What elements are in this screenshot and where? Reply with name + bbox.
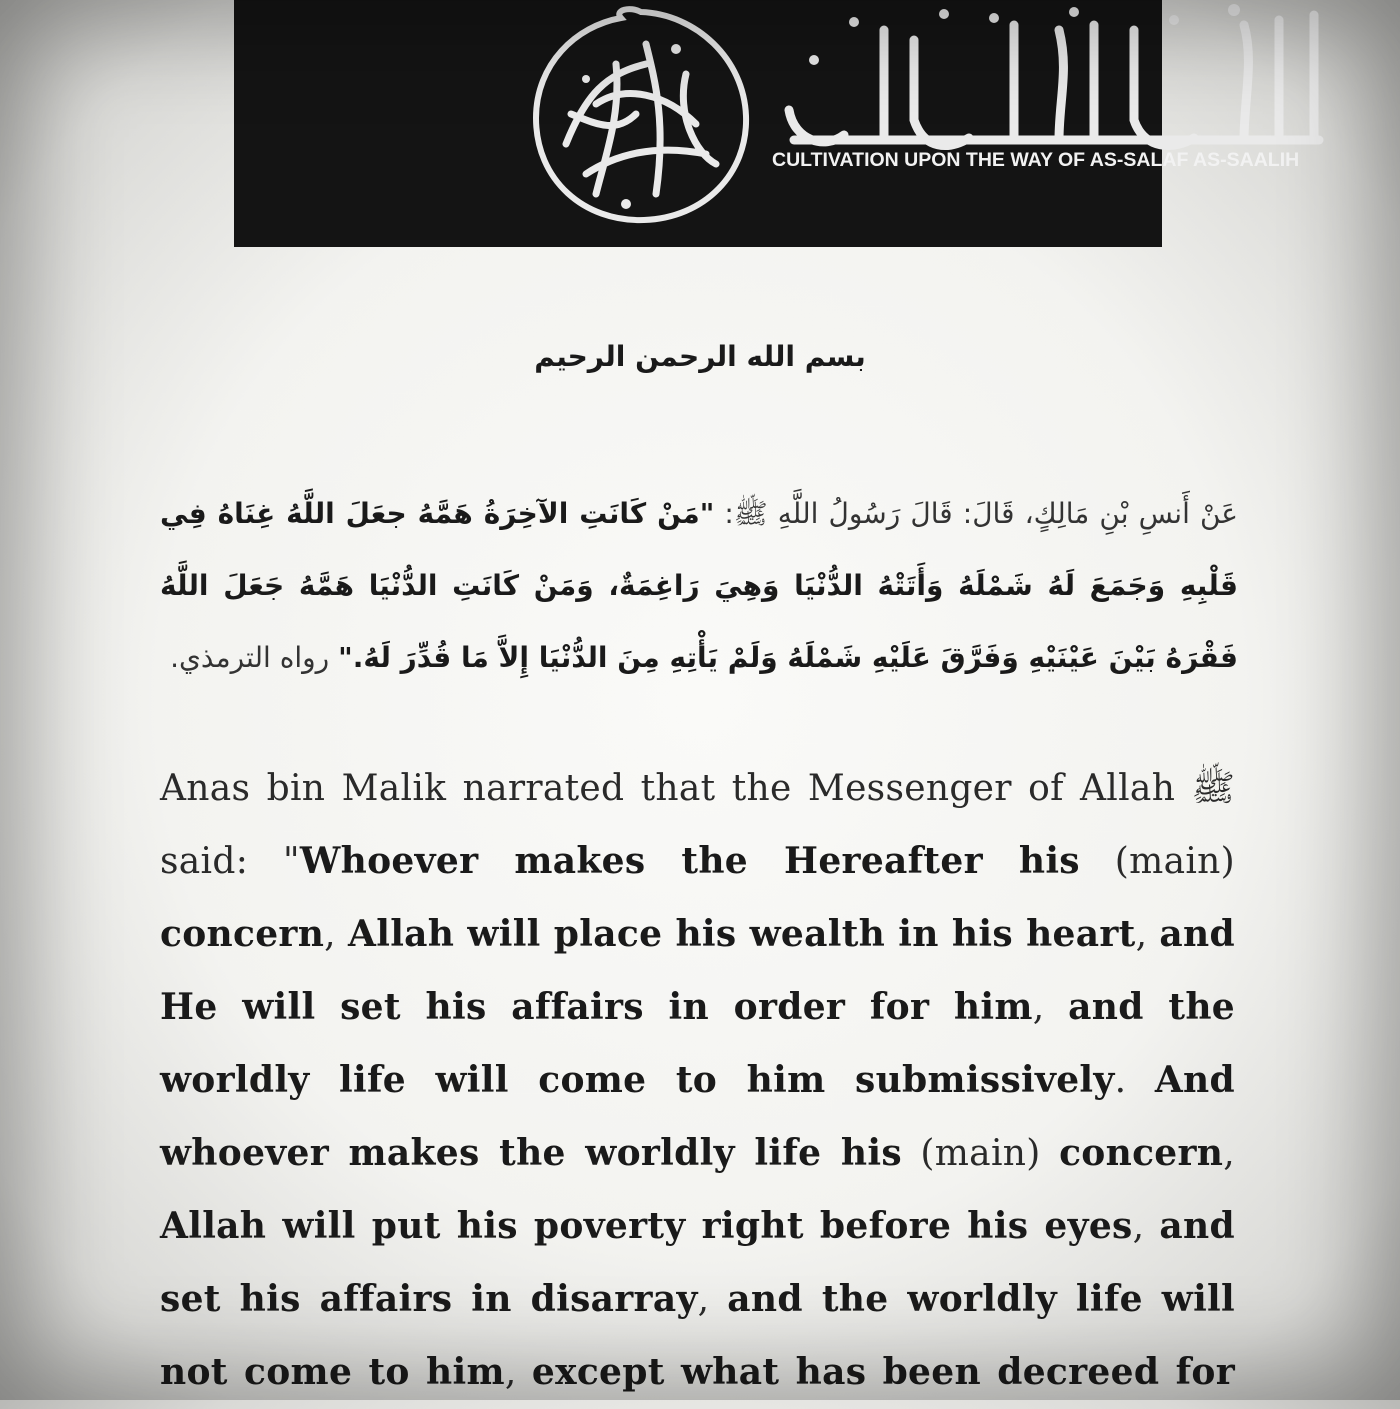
english-bold-5: and the worldly life will come to him submissively: [160, 986, 1235, 1101]
english-bold-6: And whoever makes the worldly life his: [160, 1059, 1235, 1174]
arabic-narration-intro: عَنْ أَنسِ بْنِ مَالِكٍ، قَالَ: قَالَ رَسُولُ اللَّهِ ﷺ:: [724, 497, 1239, 530]
arabic-hadith-quote: "مَنْ كَانَتِ الآخِرَةُ هَمَّهُ جعَلَ اللَّهُ غِنَاهُ فِي قَلْبِهِ وَجَمَعَ لَهُ شَمْلَهُ وَأَتَتْهُ الدُّنْيَا وَهِيَ رَاغِمَةٌ، وَمَنْ كَانَتِ الدُّنْيَا هَمَّهُ جَعَلَ اللَّهُ فَقْرَهُ بَيْنَ عَيْنَيْهِ وَفَرَّقَ عَلَيْهِ شَمْلَهُ وَلَمْ يَأْتِهِ مِنَ الدُّنْيَا إِلاَّ مَا قُدِّرَ لَهُ.": [160, 497, 1238, 674]
english-bold-3: Allah will place his wealth in his heart: [347, 913, 1136, 955]
english-comma-5: ,: [1132, 1206, 1160, 1247]
basmala-heading: بسم الله الرحمن الرحيم: [534, 340, 866, 373]
english-bold-4: and He will set his affairs in order for him: [160, 913, 1235, 1028]
english-comma-3: ,: [1032, 987, 1069, 1028]
english-comma-1: ,: [324, 914, 348, 955]
english-translation: [160, 752, 1235, 1409]
calligraphy-title-logo: [774, 0, 1339, 150]
arabic-hadith-text: [160, 478, 1238, 694]
arabic-source: رواه الترمذي.: [170, 641, 330, 674]
english-bold-10: and the worldly life will not come to him: [160, 1278, 1235, 1393]
english-paren-1: (main): [1079, 841, 1235, 882]
english-paren-2: (main): [901, 1133, 1060, 1174]
english-bold-9: and set his affairs in disarray: [160, 1205, 1235, 1320]
english-comma-6: ,: [697, 1279, 728, 1320]
english-intro: Anas bin Malik narrated that the Messenger of Allah ﷺ said: ": [160, 768, 1235, 882]
english-comma-2: ,: [1135, 914, 1160, 955]
english-bold-11: except what has been decreed for: [531, 1351, 1235, 1393]
english-bold-8: Allah will put his poverty right before his eyes: [160, 1205, 1133, 1247]
english-comma-7: ,: [504, 1352, 532, 1393]
english-bold-1: Whoever makes the Hereafter his: [299, 840, 1080, 882]
calligraphy-seal-logo: [526, 4, 756, 226]
header-banner: [234, 0, 1300, 247]
english-period-1: .: [1114, 1060, 1155, 1101]
english-comma-4: ,: [1223, 1133, 1235, 1174]
english-bold-2: concern: [160, 913, 325, 955]
banner-tagline: CULTIVATION UPON THE WAY OF AS-SALAF AS-SAALIH: [772, 149, 1300, 171]
english-bold-7: concern: [1059, 1132, 1224, 1174]
